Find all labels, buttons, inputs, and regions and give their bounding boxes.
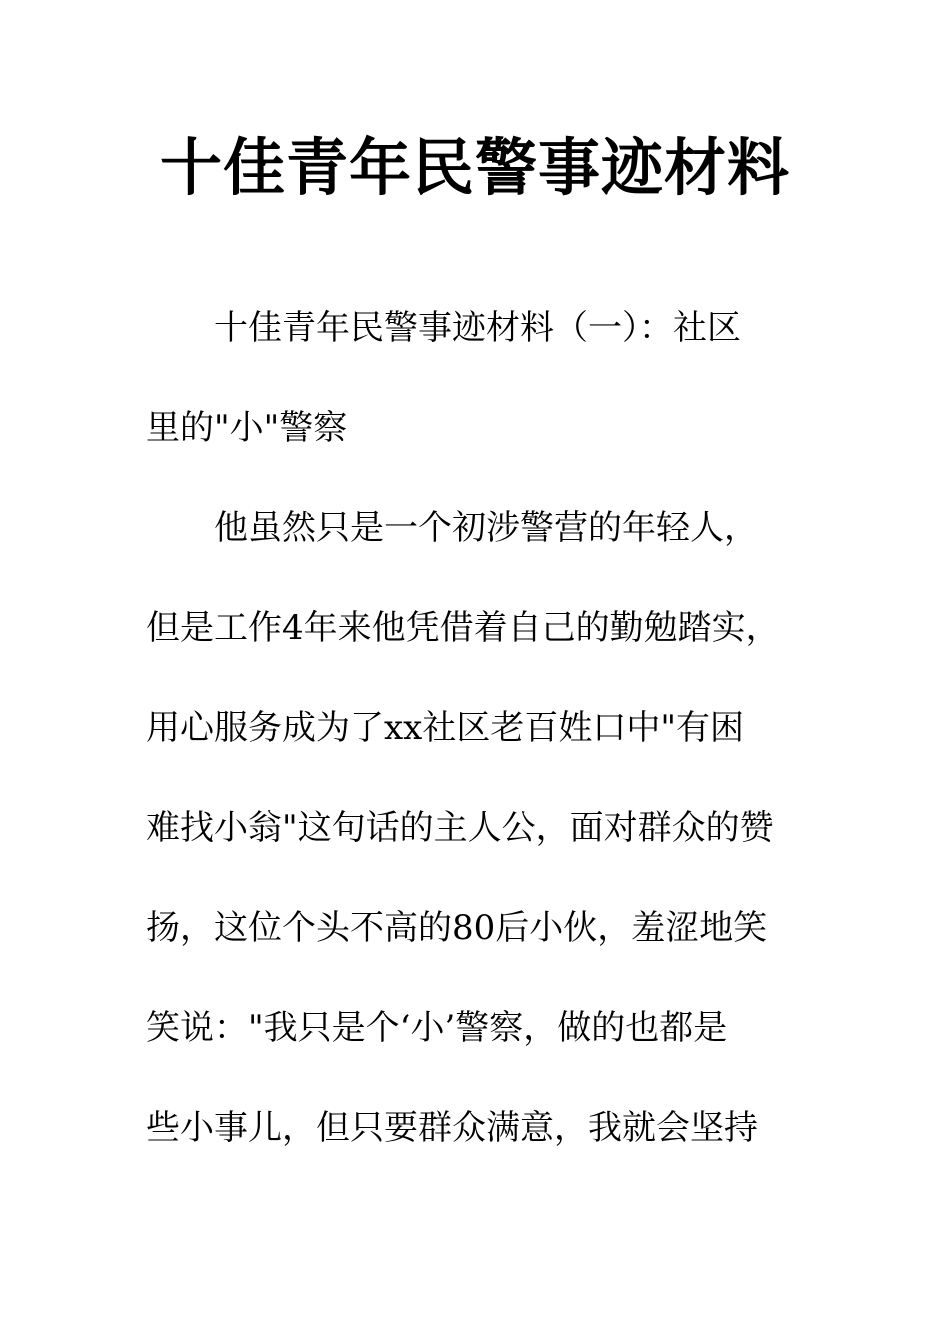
body-line: 些小事儿，但只要群众满意，我就会坚持 <box>146 1108 758 1148</box>
body-line: 里的"小"警察 <box>146 408 348 448</box>
body-line: 但是工作4年来他凭借着自己的勤勉踏实， <box>146 608 780 648</box>
body-line: 十佳青年民警事迹材料（一）：社区 <box>146 308 741 348</box>
body-line: 用心服务成为了xx社区老百姓口中"有困 <box>146 708 744 748</box>
body-line: 扬，这位个头不高的80后小伙，羞涩地笑 <box>146 908 768 948</box>
body-line: 笑说："我只是个‘小’警察，做的也都是 <box>146 1008 728 1048</box>
body-line: 难找小翁"这句话的主人公，面对群众的赞 <box>146 808 774 848</box>
body-line: 他虽然只是一个初涉警营的年轻人， <box>146 508 758 548</box>
document-title: 十佳青年民警事迹材料 <box>159 131 790 204</box>
